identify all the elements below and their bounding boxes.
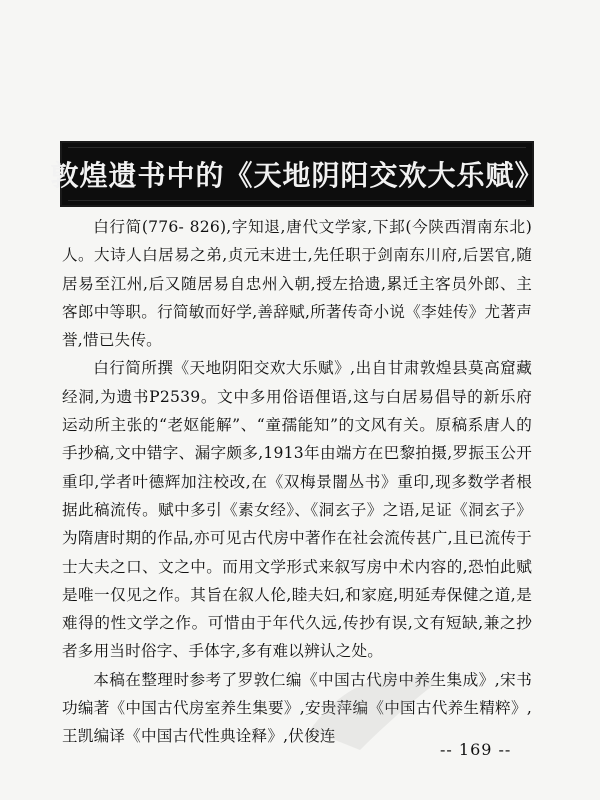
article-title: 敦煌遗书中的《天地阴阳交欢大乐赋》	[50, 159, 544, 192]
article-body	[62, 213, 532, 751]
paragraph-1: 白行简(776- 826),字知退,唐代文学家,下邽(今陕西渭南东北)人。大诗人白居易之弟,贞元末进士,先任职于剑南东川府,后罢官,随居易至江州,后又随居易自忠州入朝,授左拾遗,累迁主客员外郎、主客郎中等职。行简敏而好学,善辞赋,所著传奇小说《李娃传》尤著声誉,惜已失传。	[62, 218, 532, 350]
paragraph-3: 本稿在整理时参考了罗敦仁编《中国古代房中养生集成》,宋书功编著《中国古代房室养生集要》,安贵萍编《中国古代养生精粹》,王凯编译《中国古代性典诠释》,伏俊连	[62, 670, 532, 746]
paragraph-2: 白行简所撰《天地阴阳交欢大乐赋》,出自甘肃敦煌县莫高窟藏经洞,为遗书P2539。文中多用俗语俚语,这与白居易倡导的新乐府运动所主张的“老妪能解”、“童孺能知”的文风有关。原稿系唐人的手抄稿,文中错字、漏字颇多,1913年由端方在巴黎拍摄,罗振玉公开重印,学者叶德辉加注校改,在《双梅景闇丛书》重印,现多数学者根据此稿流传。赋中多引《素女经》、《洞玄子》之语,足证《洞玄子》为隋唐时期的作品,亦可见古代房中著作在社会流传甚广,且已流传于士大夫之口、文之中。而用文学形式来叙写房中术内容的,恐怕此赋是唯一仅见之作。其旨在叙人伦,睦夫妇,和家庭,明延寿保健之道,是难得的性文学之作。可惜由于年代久远,传抄有误,文有短缺,兼之抄者多用当时俗字、手体字,多有难以辨认之处。	[62, 359, 532, 661]
watermark-logo-icon	[300, 640, 450, 760]
title-banner	[50, 143, 544, 205]
page-number: -- 169 --	[440, 740, 512, 759]
